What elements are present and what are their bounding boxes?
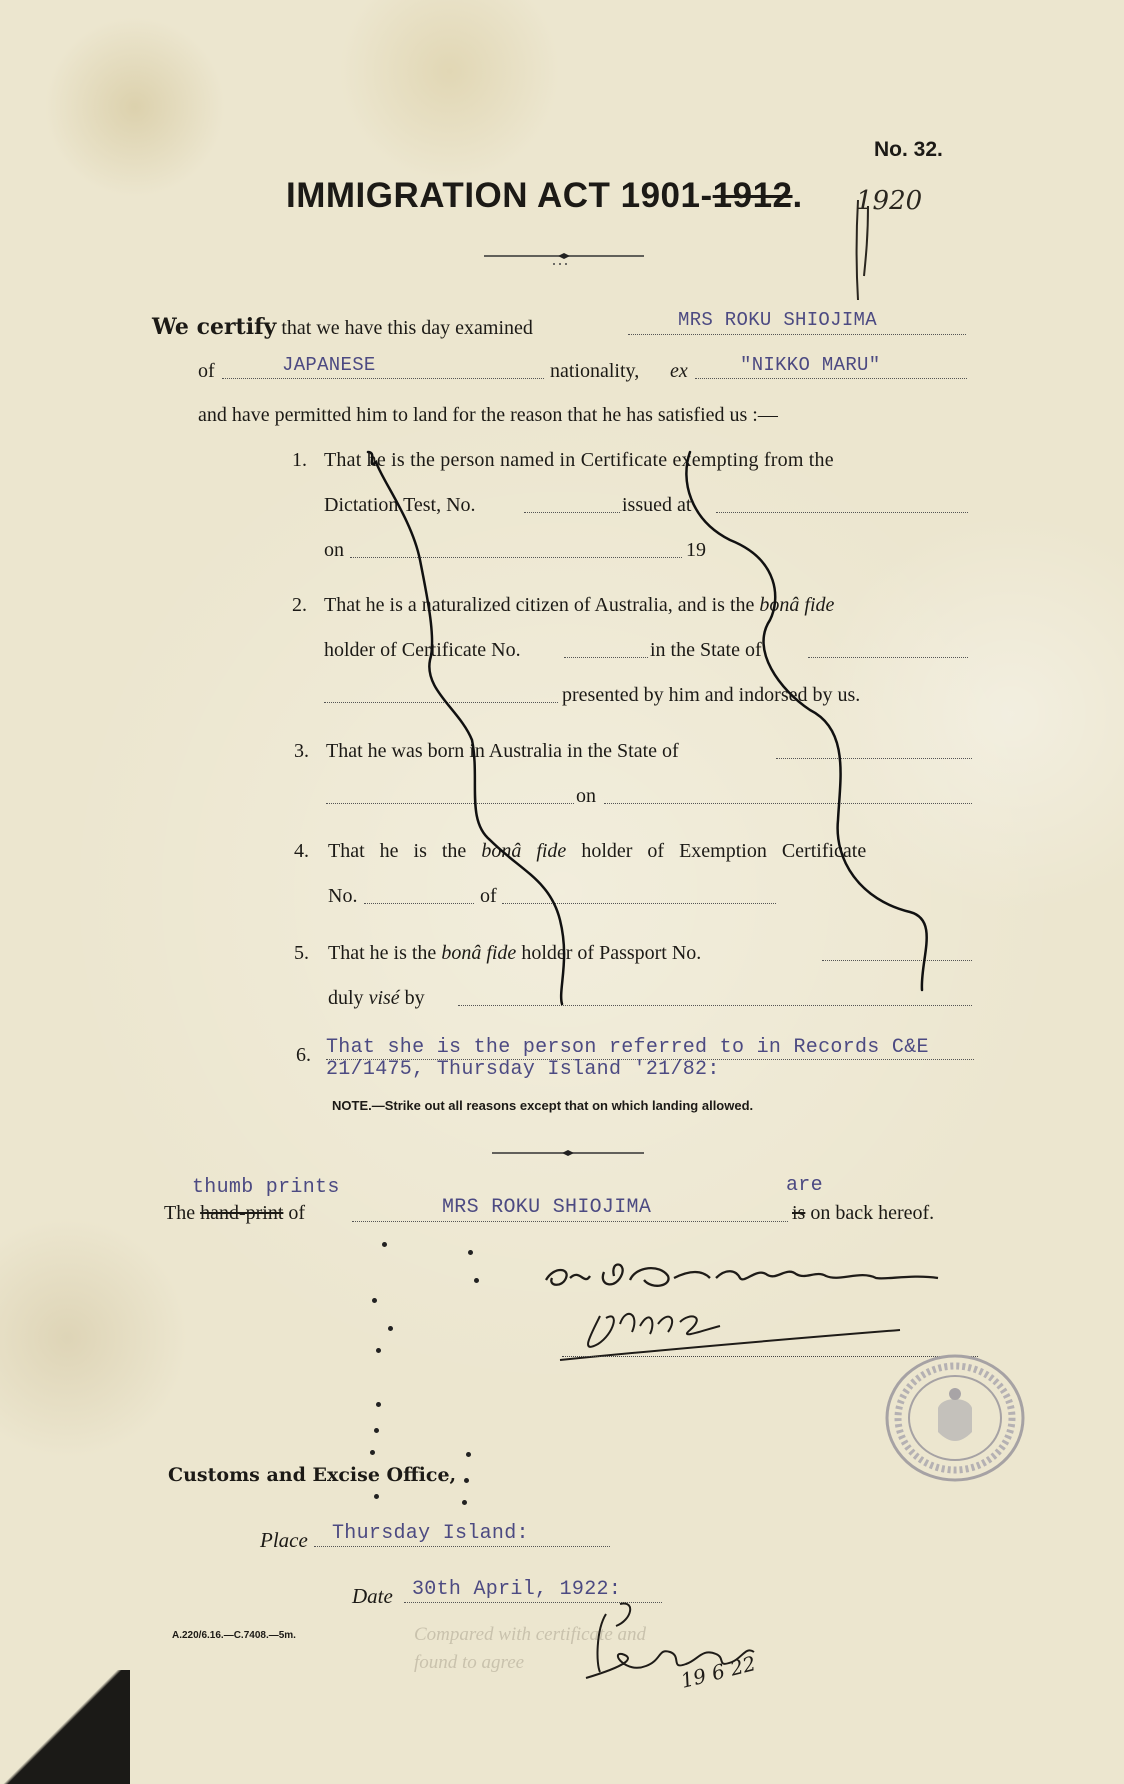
reason-5-that: That he is the: [328, 942, 437, 964]
reason-4-bona-fide: bonâ fide: [481, 840, 567, 862]
prints-of: of: [288, 1202, 306, 1224]
punch-dot: [462, 1500, 467, 1505]
date-value: 30th April, 1922:: [412, 1578, 622, 1601]
passport-no-line: [822, 960, 972, 961]
punch-dot: [374, 1428, 379, 1433]
customs-seal: [880, 1348, 1030, 1488]
reason-2-number: 2.: [292, 594, 307, 616]
are-typed: are: [786, 1174, 823, 1197]
form-code: A.220/6.16.—C.7408.—5m.: [172, 1630, 296, 1641]
prints-name-line: [352, 1221, 788, 1222]
handwritten-mark: [850, 196, 880, 306]
reason-3-line1: That he was born in Australia in the State of: [326, 740, 679, 762]
reason-3-number: 3.: [294, 740, 309, 762]
punch-dot: [372, 1298, 377, 1303]
place-value: Thursday Island:: [332, 1522, 529, 1545]
reason-2-bona-fide: bonâ fide: [759, 594, 835, 616]
ex-label: ex: [670, 360, 688, 382]
reason-1-line1: That he is the person named in Certificate exempting from the: [324, 449, 834, 471]
prints-rest: on back hereof.: [810, 1202, 935, 1224]
ship-line: [695, 378, 967, 379]
punch-dot: [374, 1494, 379, 1499]
office-label: Customs and Excise Office,: [168, 1464, 457, 1486]
checking-date: 19 6 22: [678, 1651, 759, 1693]
certify-text: that we have this day examined: [281, 317, 533, 339]
reason-6-number: 6.: [296, 1044, 311, 1066]
place-line: [314, 1546, 610, 1547]
note-label: NOTE.: [332, 1098, 372, 1113]
reason-5-duly-line: [328, 987, 425, 1010]
handwritten-year: 1920: [856, 186, 923, 216]
certify-sentence: [152, 314, 533, 340]
reason-2-text: That he is a naturalized citizen of Australia, and is the: [324, 594, 755, 616]
strike-out-note: [332, 1098, 753, 1113]
punch-dot: [468, 1250, 473, 1255]
reason-6-line2: 21/1475, Thursday Island '21/82:: [326, 1058, 720, 1081]
ship-name: "NIKKO MARU": [740, 354, 881, 376]
reason-1-number: 1.: [292, 449, 307, 471]
punch-dot: [474, 1278, 479, 1283]
prints-struck: hand-print: [200, 1202, 284, 1224]
exemption-no-line: [364, 903, 474, 904]
page-corner: [0, 1670, 130, 1784]
reason-4-rest: holder of Exemption Certificate: [581, 840, 867, 862]
certify-lead: We certify: [152, 314, 277, 340]
prints-sentence: [164, 1202, 305, 1225]
reason-2-presented: presented by him and indorsed by us.: [562, 684, 861, 706]
prints-the: The: [164, 1202, 196, 1224]
birth-date-line: [604, 803, 972, 804]
reason-5-bona-fide: bonâ fide: [441, 942, 517, 964]
exemption-of-line: [502, 903, 776, 904]
birth-place-line: [326, 803, 574, 804]
prints-is-struck: is: [792, 1202, 806, 1224]
title-suffix: .: [792, 176, 803, 215]
nationality-line: [222, 378, 544, 379]
reason-1-on: on: [324, 539, 344, 561]
punch-dot: [370, 1450, 375, 1455]
certificate-no-line: [564, 657, 648, 658]
compared-stamp-line1: Compared with certificate and: [414, 1624, 647, 1645]
reason-1-19: 19: [686, 539, 706, 561]
section-ornament: [492, 1146, 644, 1160]
reason-5-rest: holder of Passport No.: [521, 942, 702, 964]
reason-4-that: That he is the: [328, 840, 467, 862]
punch-dot: [466, 1452, 471, 1457]
reason-4-number: 4.: [294, 840, 309, 862]
checking-initials: [590, 1640, 656, 1661]
signature-1-text: [560, 1257, 674, 1280]
signature-2-text: [600, 1310, 652, 1333]
document-number: No. 32.: [874, 138, 943, 161]
reason-5-duly: duly: [328, 987, 364, 1009]
reason-2-line1: [324, 594, 834, 617]
reason-4-no: No.: [328, 885, 358, 907]
reason-5-by: by: [404, 987, 425, 1009]
nationality-value: JAPANESE: [282, 354, 376, 376]
reason-5-vise: visé: [368, 987, 400, 1009]
punch-dot: [388, 1326, 393, 1331]
title-prefix: IMMIGRATION ACT 1901-: [286, 176, 713, 215]
reason-4-of: of: [480, 885, 497, 907]
of-label: of: [198, 360, 215, 382]
vise-by-line: [458, 1005, 972, 1006]
reason-5-line1: [328, 942, 701, 965]
reason-3-on: on: [576, 785, 596, 807]
date-label: Date: [352, 1584, 393, 1608]
punch-dot: [464, 1478, 469, 1483]
prints-rest-line: [792, 1202, 934, 1225]
reason-4-line1: [328, 840, 866, 863]
reason-2-blank-line: [324, 702, 558, 703]
punch-dot: [376, 1402, 381, 1407]
reason-1-dictation: Dictation Test, No.: [324, 494, 476, 516]
issued-at-line: [716, 512, 968, 513]
reason-2-state: in the State of: [650, 639, 762, 661]
reason-5-number: 5.: [294, 942, 309, 964]
reason-2-holder: holder of Certificate No.: [324, 639, 521, 661]
examined-name: MRS ROKU SHIOJIMA: [678, 309, 877, 331]
birth-state-line: [776, 758, 972, 759]
punch-dot: [376, 1348, 381, 1353]
thumb-prints-typed: thumb prints: [192, 1176, 340, 1199]
state-line: [808, 657, 968, 658]
title-ornament: [484, 248, 644, 268]
place-label: Place: [260, 1528, 308, 1552]
reason-6-line1: That she is the person referred to in Records C&E: [326, 1036, 929, 1059]
nationality-label: nationality,: [550, 360, 640, 382]
dictation-no-line: [524, 512, 620, 513]
compared-stamp-line2: found to agree: [414, 1652, 525, 1673]
title-struck-year: 1912: [712, 176, 793, 215]
examined-name-line: [628, 334, 966, 335]
punch-dot: [382, 1242, 387, 1247]
reason-1-date-line: [350, 557, 682, 558]
document-title: [286, 176, 803, 216]
prints-name: MRS ROKU SHIOJIMA: [442, 1196, 652, 1219]
note-text: —Strike out all reasons except that on which landing allowed.: [371, 1098, 754, 1113]
reason-1-issued: issued at: [622, 494, 692, 516]
permitted-text: and have permitted him to land for the reason that he has satisfied us :—: [198, 404, 778, 426]
